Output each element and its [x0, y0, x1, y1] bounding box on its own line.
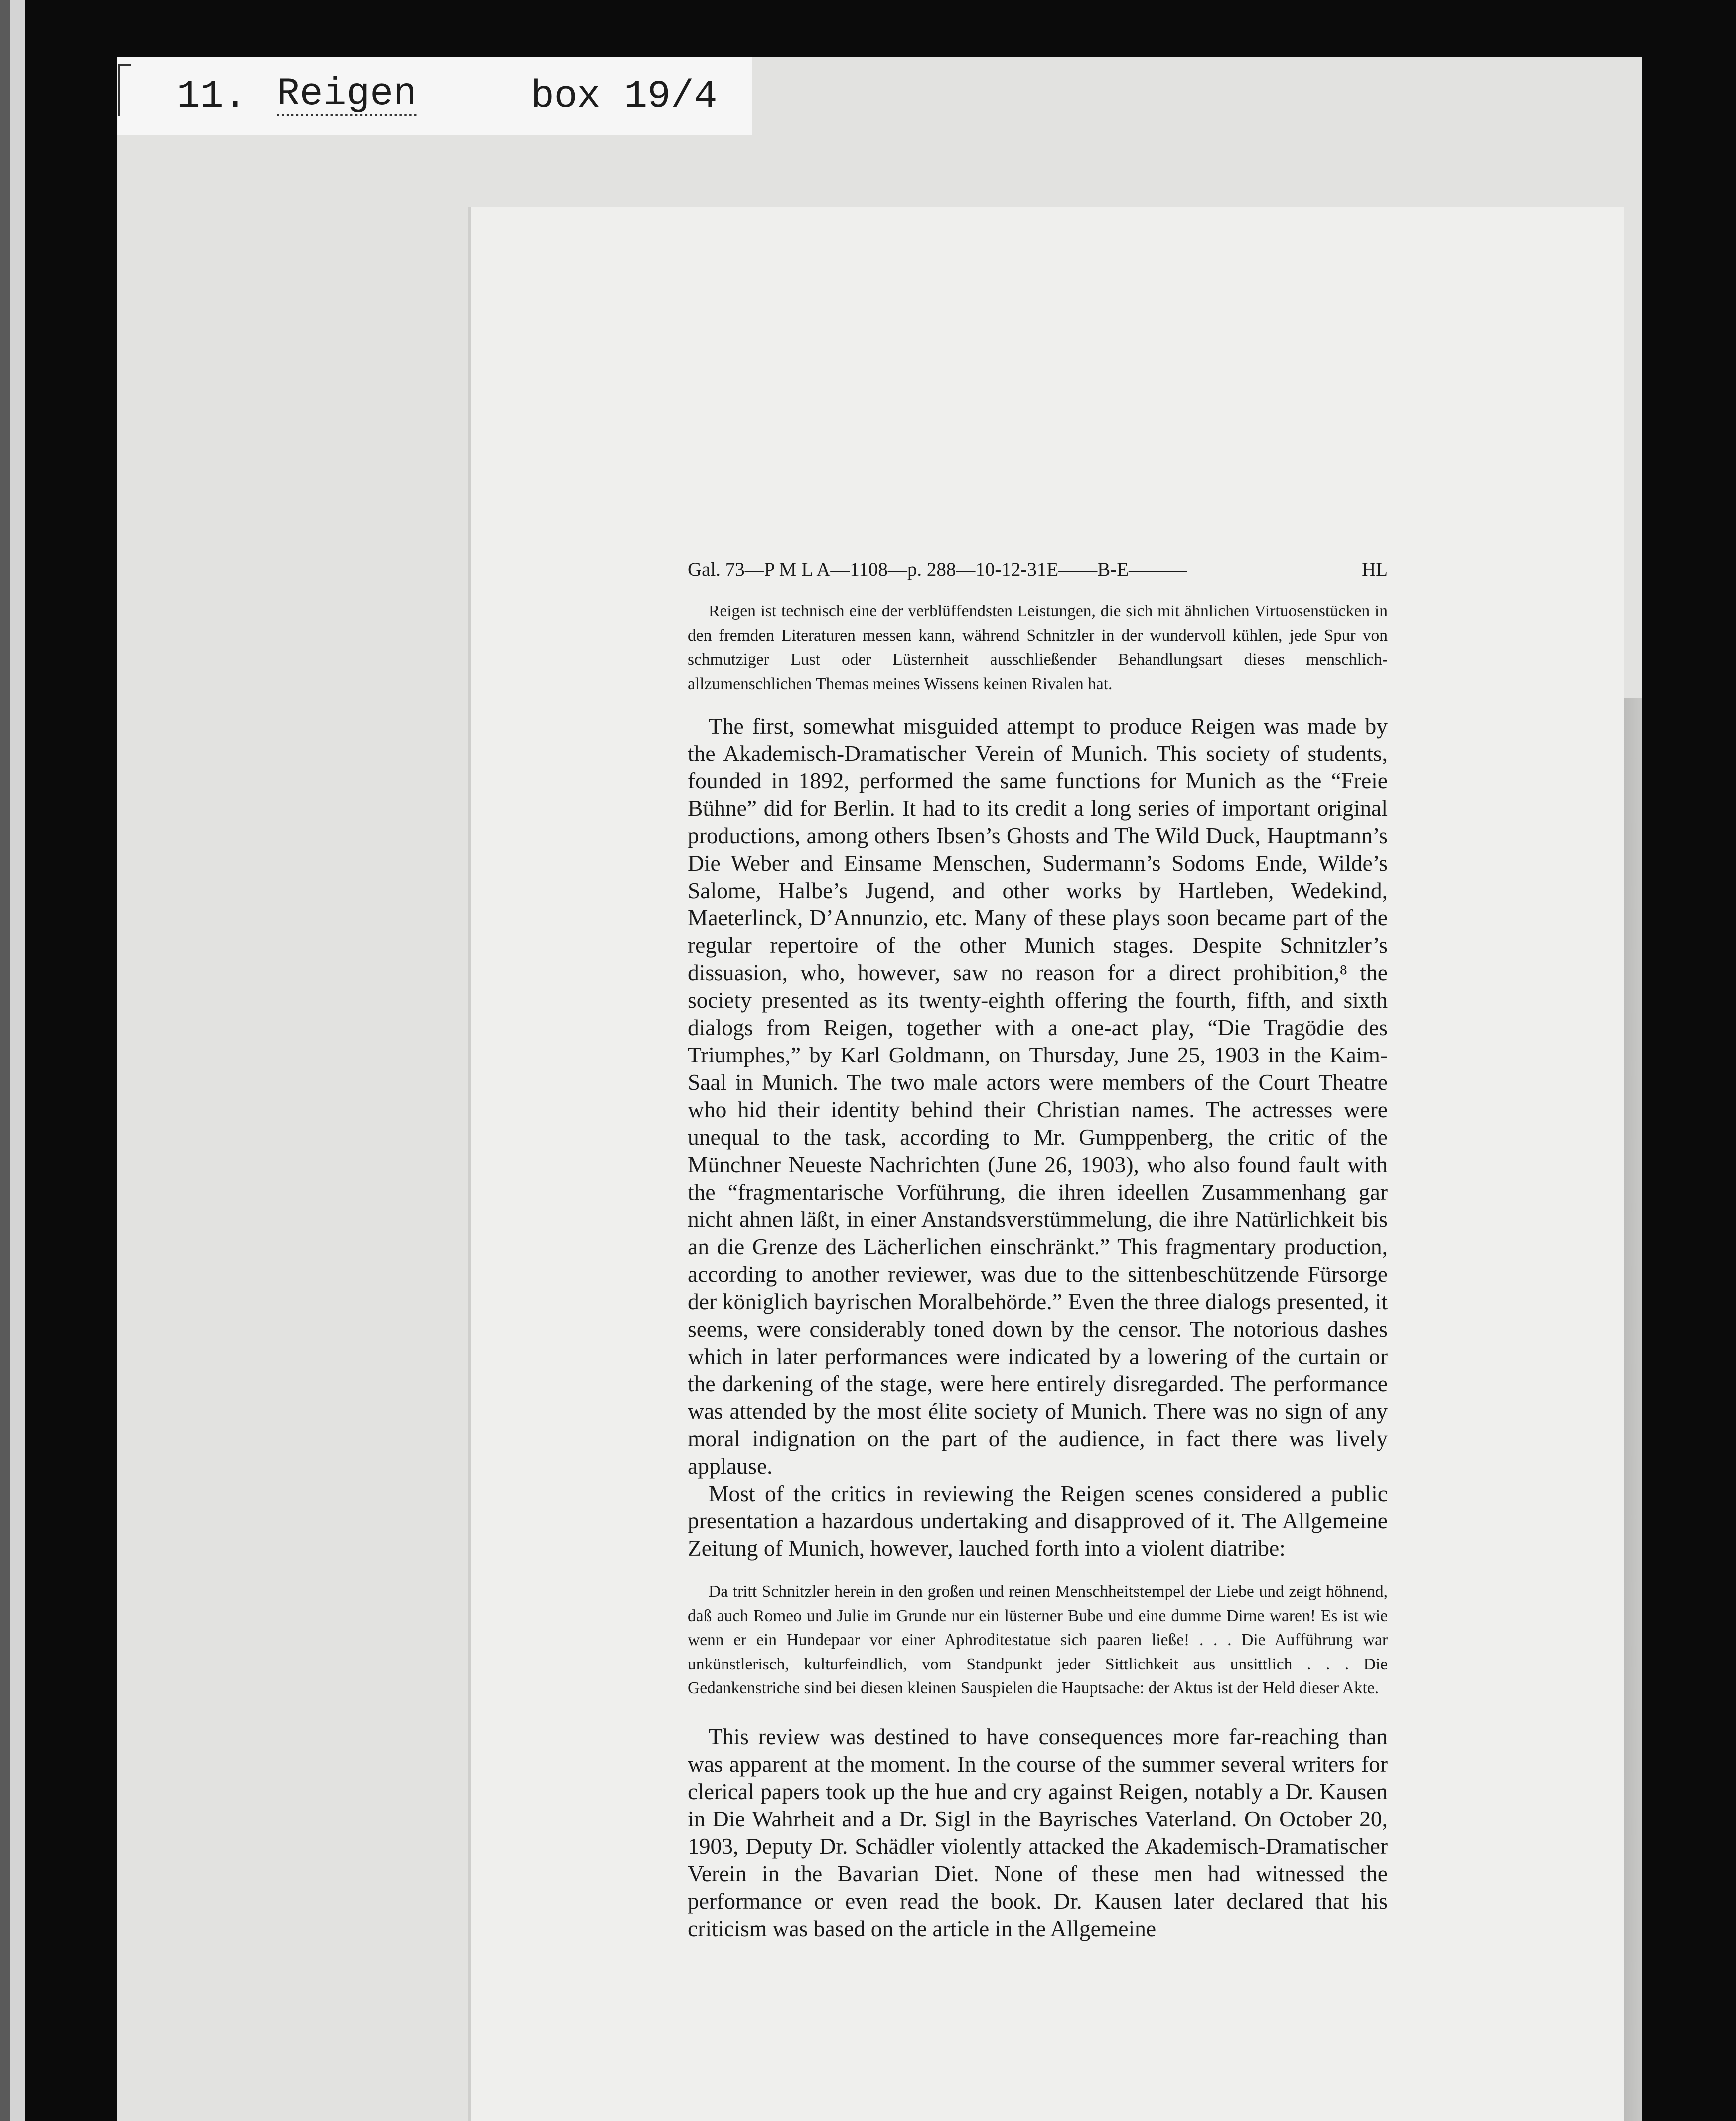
galley-header [688, 558, 1388, 581]
paragraph-2: Most of the critics in reviewing the Reigen scenes considered a public presentation a hazardous undertaking and disapproved of it. The Allgemeine Zeitung of Munich, however, lauched forth into a violent diatribe: [688, 1481, 1388, 1561]
label-box: box 19/4 [531, 75, 718, 119]
label-number: 11. [177, 75, 247, 119]
quote-block-2: Da tritt Schnitzler herein in den großen und reinen Menschheitstempel der Liebe und zeigt höhnend, daß auch Romeo und Julie im Grunde nur ein lüsterner Bube und eine dumme Dirne waren! Es ist wie wenn er ein Hundepaar vor einer Aphroditestatue sich paaren ließe! . . . Die Aufführung war unkünstlerisch, kulturfeindlich, vom Standpunkt jeder Sittlichkeit aus unsittlich . . . Die Gedankenstriche sind bei diesen kleinen Sauspielen die Hauptsache: der Aktus ist der Held dieser Akte. [688, 1582, 1388, 1697]
neighbor-page-edge [10, 0, 25, 2121]
scan-edge-left [0, 0, 10, 2121]
quote-block-1: Reigen ist technisch eine der verblüffendsten Leistungen, die sich mit ähnlichen Virtuosenstücken in den fremden Literaturen messen kann, während Schnitzler in der wundervoll kühlen, jede Spur von schmutziger Lust oder Lüsternheit ausschließender Behandlungsart dieses menschlich-allzumenschlichen Themas meines Wissens keinen Rivalen hat. [688, 602, 1388, 693]
document-text [688, 558, 1388, 1942]
galley-header-left: Gal. 73—P M L A—1108—p. 288—10-12-31E——B-E——— [688, 559, 1187, 580]
paragraph-3: This review was destined to have consequences more far-reaching than was apparent at the moment. In the course of the summer several writers for clerical papers took up the hue and cry against Reigen, notably a Dr. Kausen in Die Wahrheit and a Dr. Sigl in the Bayrisches Vaterland. On October 20, 1903, Deputy Dr. Schädler violently attacked the Akademisch-Dramatischer Verein in the Bavarian Diet. None of these men had witnessed the performance or even read the book. Dr. Kausen later declared that his criticism was based on the article in the Allgemeine [688, 1723, 1388, 1941]
galley-header-right: HL [1362, 559, 1388, 580]
archive-label [117, 57, 752, 135]
paragraph-1: The first, somewhat misguided attempt to produce Reigen was made by the Akademisch-Dramatischer Verein of Munich. This society of students, founded in 1892, performed the same functions for Munich as the “Freie Bühne” did for Berlin. It had to its credit a long series of important original productions, among others Ibsen’s Ghosts and The Wild Duck, Hauptmann’s Die Weber and Einsame Menschen, Sudermann’s Sodoms Ende, Wilde’s Salome, Halbe’s Jugend, and other works by Hartleben, Wedekind, Maeterlinck, D’Annunzio, etc. Many of these plays soon became part of the regular repertoire of the other Munich stages. Despite Schnitzler’s dissuasion, who, however, saw no reason for a direct prohibition,⁸ the society presented as its twenty-eighth offering the fourth, fifth, and sixth dialogs from Reigen, together with a one-act play, “Die Tragödie des Triumphes,” by Karl Goldmann, on Thursday, June 25, 1903 in the Kaim-Saal in Munich. The two male actors were members of the Court Theatre who hid their identity behind their Christian names. The actresses were unequal to the task, according to Mr. Gumppenberg, the critic of the Münchner Neueste Nachrichten (June 26, 1903), who also found fault with the “fragmentarische Vorführung, die ihren ideellen Zusammenhang gar nicht ahnen läßt, in einer Anstandsverstümmelung, die ihre Natürlichkeit bis an die Grenze des Lächerlichen einschränkt.” This fragmentary production, according to another reviewer, was due to the sittenbeschützende Fürsorge der königlich bayrischen Moralbehörde.” Even the three dialogs presented, it seems, were considerably toned down by the censor. The notorious dashes which in later performances were indicated by a lowering of the curtain or the darkening of the stage, were here entirely disregarded. The performance was attended by the most élite society of Munich. There was no sign of any moral indignation on the part of the audience, in fact there was lively applause. [688, 713, 1388, 1479]
corner-bracket [118, 64, 131, 116]
label-title: Reigen [277, 72, 417, 116]
